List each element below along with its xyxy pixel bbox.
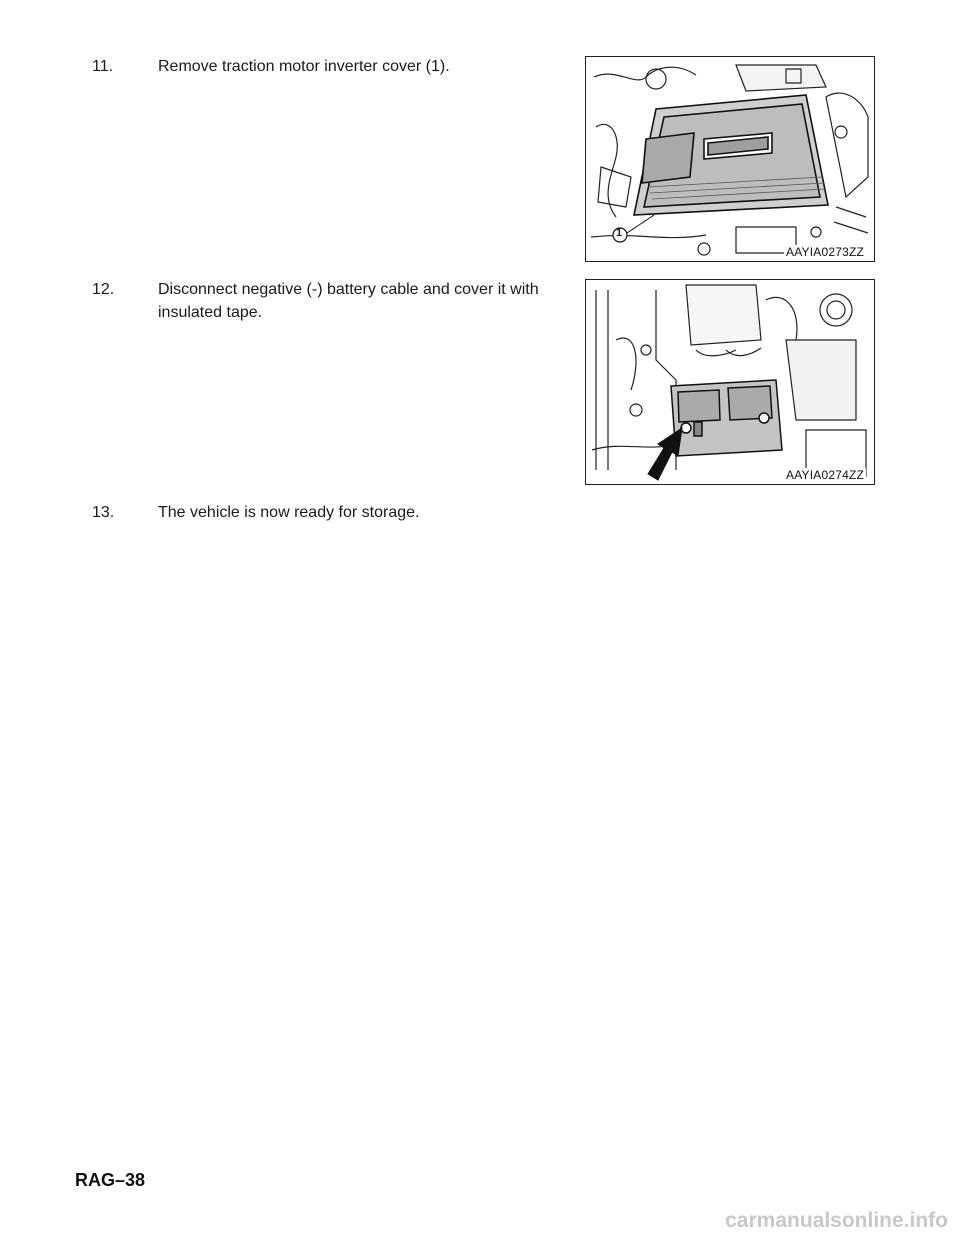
figure-code: AAYIA0274ZZ xyxy=(785,468,864,482)
step-12 xyxy=(92,278,562,324)
figure-battery xyxy=(585,279,875,485)
step-11 xyxy=(92,55,562,78)
callout-label: 1 xyxy=(616,227,623,239)
step-text: Remove traction motor inverter cover (1). xyxy=(158,58,450,75)
figure-code: AAYIA0273ZZ xyxy=(785,245,864,259)
step-number: 12. xyxy=(92,281,115,298)
watermark: carmanualsonline.info xyxy=(725,1209,948,1232)
battery-illustration xyxy=(586,280,874,484)
step-number: 11. xyxy=(92,58,114,75)
page-label: RAG–38 xyxy=(75,1170,146,1190)
step-text: Disconnect negative (-) battery cable and cover it with insulated tape. xyxy=(158,281,539,321)
step-13 xyxy=(92,501,562,524)
figure-inverter-cover xyxy=(585,56,875,262)
step-number: 13. xyxy=(92,504,115,521)
step-text: The vehicle is now ready for storage. xyxy=(158,504,420,521)
inverter-cover-illustration xyxy=(586,57,874,261)
